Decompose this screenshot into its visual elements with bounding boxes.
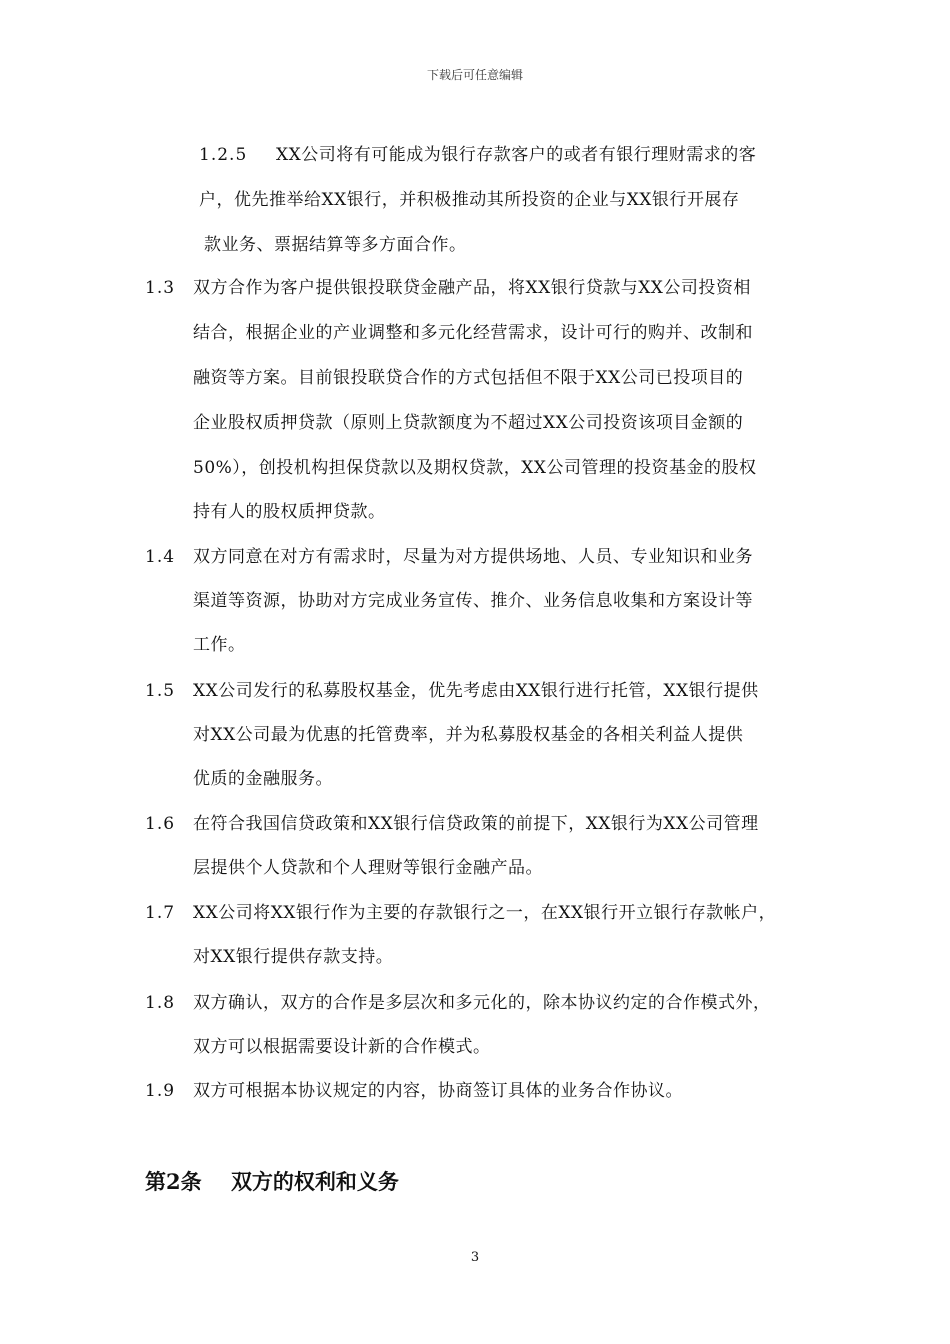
clause-line: XX公司发行的私募股权基金，优先考虑由XX银行进行托管，XX银行提供 (193, 681, 759, 701)
clause-line: 优质的金融服务。 (193, 769, 333, 789)
article-title: 双方的权利和义务 (230, 1169, 399, 1194)
clause-line: 双方可以根据需要设计新的合作模式。 (193, 1037, 491, 1057)
clause-line: XX公司将XX银行作为主要的存款银行之一，在XX银行开立银行存款帐户， (193, 903, 777, 923)
clause-line: 50%），创投机构担保贷款以及期权贷款，XX公司管理的投资基金的股权 (193, 458, 757, 478)
page-header: 下载后可任意编辑 (426, 68, 523, 82)
clause-number: 1.2.5 (199, 145, 248, 165)
clause-line: 企业股权质押贷款（原则上贷款额度为不超过XX公司投资该项目金额的 (193, 413, 744, 433)
clause-line: 对XX公司最为优惠的托管费率，并为私募股权基金的各相关利益人提供 (193, 725, 744, 745)
article-number: 第2条 (145, 1169, 202, 1194)
clause-line: 持有人的股权质押贷款。 (193, 502, 386, 522)
clause-line: 工作。 (193, 635, 246, 655)
article-heading (145, 1166, 399, 1196)
clause-line: 双方同意在对方有需求时，尽量为对方提供场地、人员、专业知识和业务 (193, 547, 753, 567)
clause-line: 对XX银行提供存款支持。 (193, 947, 394, 967)
clause-line: 融资等方案。目前银投联贷合作的方式包括但不限于XX公司已投项目的 (193, 368, 744, 388)
clause-line: XX公司将有可能成为银行存款客户的或者有银行理财需求的客 (276, 145, 757, 165)
clause-number: 1.3 (145, 278, 176, 298)
clause-number: 1.5 (145, 681, 176, 701)
clause-number: 1.4 (145, 547, 176, 567)
clause-number: 1.9 (145, 1081, 176, 1101)
clause-line: 双方合作为客户提供银投联贷金融产品，将XX银行贷款与XX公司投资相 (193, 278, 751, 298)
clause-line: 结合，根据企业的产业调整和多元化经营需求，设计可行的购并、改制和 (193, 323, 753, 343)
clause-line: 户，优先推举给XX银行，并积极推动其所投资的企业与XX银行开展存 (199, 190, 740, 210)
page-number: 3 (470, 1250, 480, 1265)
clause-number: 1.7 (145, 903, 176, 923)
clause-number: 1.6 (145, 814, 176, 834)
clause-line: 层提供个人贷款和个人理财等银行金融产品。 (193, 858, 543, 878)
clause-line: 渠道等资源，协助对方完成业务宣传、推介、业务信息收集和方案设计等 (193, 591, 753, 611)
clause-line: 款业务、票据结算等多方面合作。 (204, 235, 467, 255)
clause-number: 1.8 (145, 993, 176, 1013)
clause-line: 双方可根据本协议规定的内容，协商签订具体的业务合作协议。 (193, 1081, 683, 1101)
clause-line: 双方确认，双方的合作是多层次和多元化的，除本协议约定的合作模式外， (193, 993, 771, 1013)
clause-line: 在符合我国信贷政策和XX银行信贷政策的前提下，XX银行为XX公司管理 (193, 814, 759, 834)
